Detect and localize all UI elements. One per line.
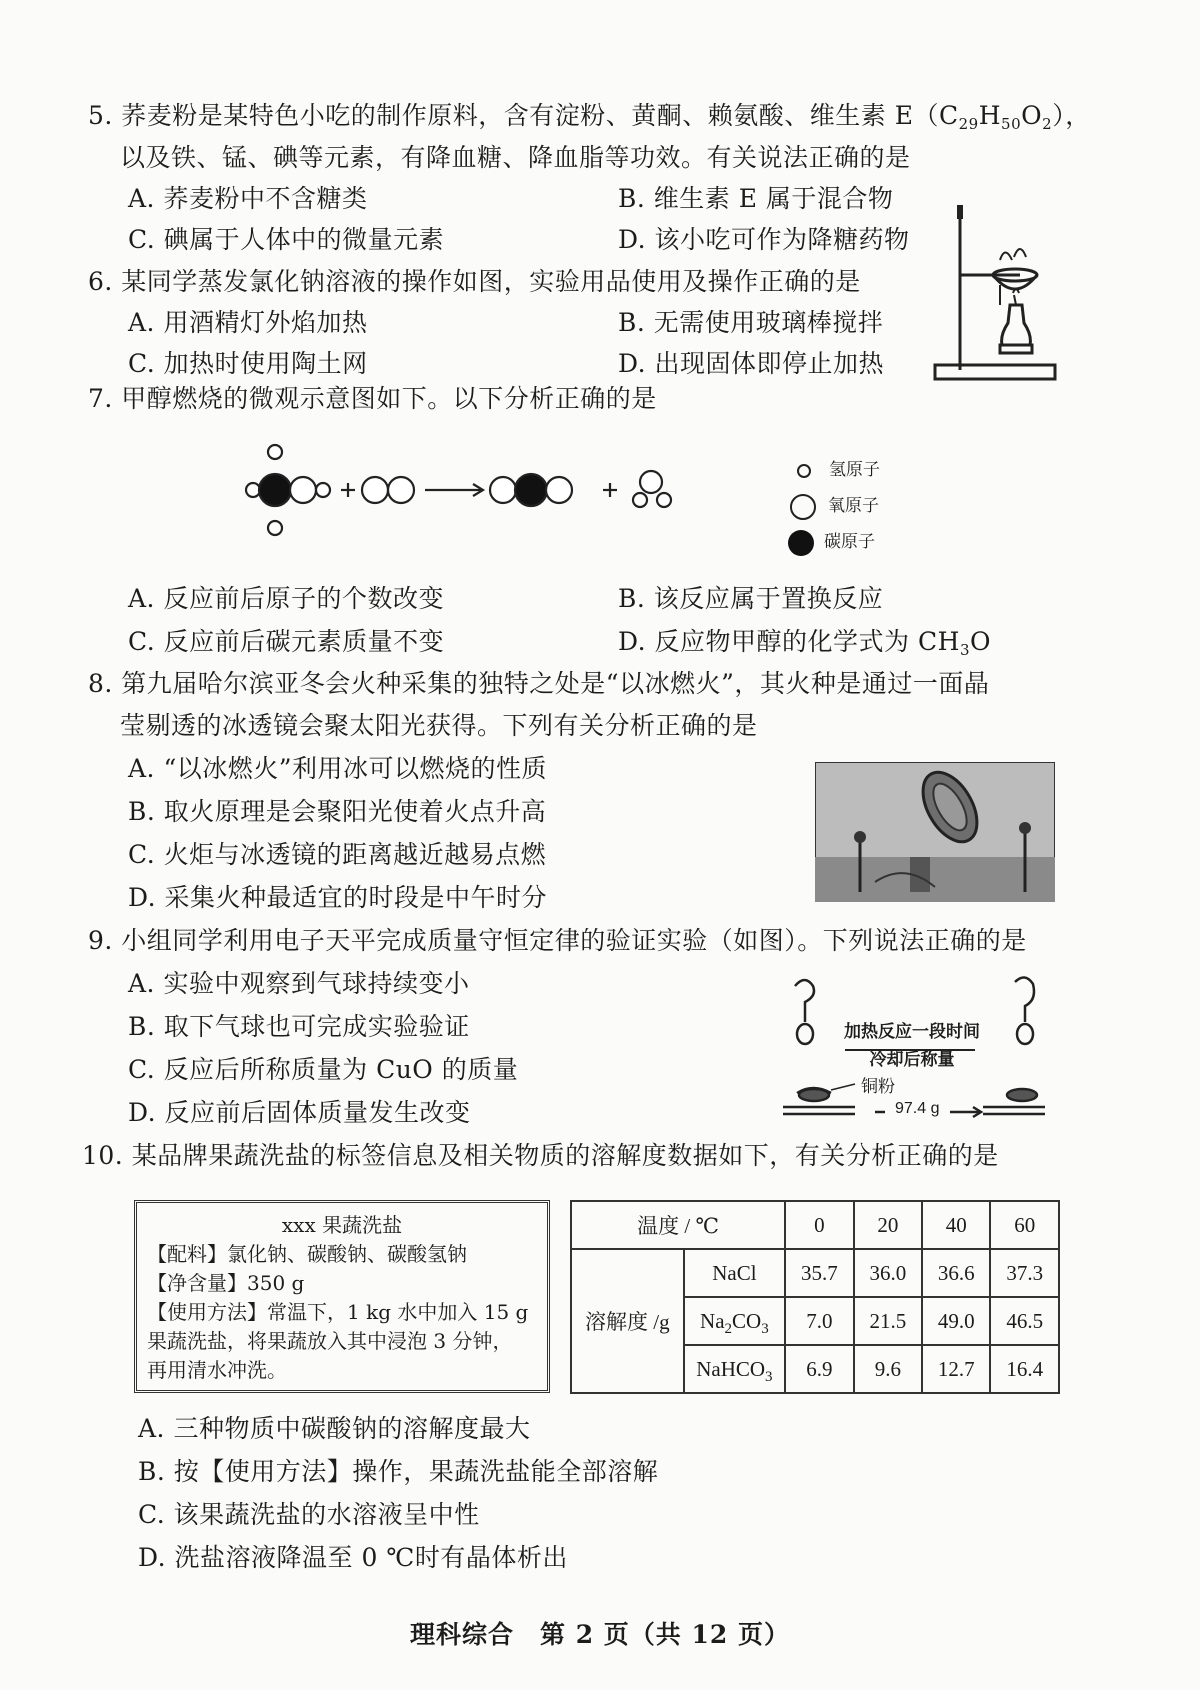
- table-substance-na2co3: [684, 1297, 786, 1345]
- carbon-atom-icon: [259, 474, 291, 506]
- solubility-table: [570, 1200, 1060, 1394]
- hydrogen-atom-icon: [797, 464, 811, 478]
- table-cell: 36.6: [922, 1249, 990, 1297]
- table-cell: 21.5: [854, 1297, 922, 1345]
- legend-carbon-label: 碳原子: [824, 532, 875, 552]
- q7-option-d-text: D. 反应物甲醇的化学式为 CH: [618, 627, 960, 656]
- q5-formula-o: O: [1021, 101, 1043, 130]
- table-substance-nahco3: [684, 1345, 786, 1393]
- q5-formula-end: ），: [1052, 101, 1091, 130]
- table-substance-nacl: NaCl: [684, 1249, 786, 1297]
- table-cell: 12.7: [922, 1345, 990, 1393]
- copper-powder-label: 铜粉: [861, 1077, 895, 1097]
- q5-stem-line1: [88, 100, 1091, 132]
- balance-experiment-figure: [775, 972, 1050, 1127]
- evaporation-apparatus-figure: [930, 205, 1060, 385]
- q5-formula-sub: 50: [1001, 115, 1022, 133]
- q9-option-c[interactable]: C. 反应后所称质量为 CuO 的质量: [128, 1055, 519, 1084]
- page-footer: 理科综合 第 2 页（共 12 页）: [409, 1620, 790, 1649]
- table-cell: 7.0: [785, 1297, 853, 1345]
- q7-option-c[interactable]: C. 反应前后碳元素质量不变: [128, 627, 445, 656]
- q7-option-d-sub: 3: [959, 641, 970, 659]
- table-temp-cell: 40: [922, 1201, 990, 1249]
- product-label-usage-1: 【使用方法】常温下，1 kg 水中加入 15 g: [147, 1300, 529, 1324]
- q6-option-d[interactable]: D. 出现固体即停止加热: [618, 349, 885, 378]
- table-cell: 49.0: [922, 1297, 990, 1345]
- q10-option-a[interactable]: A. 三种物质中碳酸钠的溶解度最大: [138, 1414, 531, 1443]
- carbon-atom-icon: [788, 530, 814, 556]
- q8-option-c[interactable]: C. 火炬与冰透镜的距离越近越易点燃: [128, 840, 547, 869]
- carbon-atom-icon: [515, 474, 547, 506]
- q7-option-d-end: O: [969, 627, 991, 656]
- hydrogen-atom-icon: [316, 483, 330, 497]
- atom-legend: [790, 452, 950, 560]
- q5-formula-sub: 29: [958, 115, 979, 133]
- q8-option-a[interactable]: A. “以冰燃火”利用冰可以燃烧的性质: [128, 754, 548, 783]
- hydrogen-atom-icon: [657, 493, 671, 507]
- q6-stem: 6. 某同学蒸发氯化钠溶液的操作如图，实验用品使用及操作正确的是: [88, 267, 861, 296]
- q7-option-a[interactable]: A. 反应前后原子的个数改变: [128, 584, 444, 613]
- q8-option-b[interactable]: B. 取火原理是会聚阳光使着火点升高: [128, 797, 547, 826]
- balance-mass-reading: 97.4 g: [895, 1100, 940, 1117]
- oxygen-atom-icon: [790, 494, 816, 520]
- q5-option-a[interactable]: A. 荞麦粉中不含糖类: [128, 184, 368, 213]
- q9-stem: 9. 小组同学利用电子天平完成质量守恒定律的验证实验（如图）。下列说法正确的是: [88, 926, 1027, 955]
- oxygen-atom-icon: [490, 477, 516, 503]
- oxygen-atom-icon: [362, 477, 388, 503]
- oxygen-atom-icon: [290, 477, 316, 503]
- oxygen-atom-icon: [546, 477, 572, 503]
- hydrogen-atom-icon: [268, 445, 282, 459]
- ice-lens-photo: [815, 762, 1055, 902]
- oxygen-atom-icon: [640, 471, 662, 493]
- legend-carbon: [790, 524, 950, 560]
- balance-caption-heat: 加热反应一段时间: [844, 1022, 980, 1042]
- table-header-temperature: 温度 / ℃: [571, 1201, 785, 1249]
- formula-part: CO: [732, 1308, 762, 1333]
- q7-option-b[interactable]: B. 该反应属于置换反应: [618, 584, 884, 613]
- table-temp-cell: 60: [990, 1201, 1059, 1249]
- legend-oxygen: [790, 488, 950, 524]
- q5-option-b[interactable]: B. 维生素 E 属于混合物: [618, 184, 894, 213]
- legend-hydrogen: [790, 452, 950, 488]
- table-cell: 36.0: [854, 1249, 922, 1297]
- q8-option-d[interactable]: D. 采集火种最适宜的时段是中午时分: [128, 883, 548, 912]
- hydrogen-atom-icon: [268, 521, 282, 535]
- product-label-title: xxx 果蔬洗盐: [281, 1213, 403, 1237]
- q8-stem-line2: 莹剔透的冰透镜会聚太阳光获得。下列有关分析正确的是: [120, 711, 758, 740]
- q10-option-c[interactable]: C. 该果蔬洗盐的水溶液呈中性: [138, 1500, 480, 1529]
- q10-option-d[interactable]: D. 洗盐溶液降温至 0 ℃时有晶体析出: [138, 1543, 568, 1572]
- formula-sub: 2: [724, 1320, 733, 1337]
- balance-caption-cool: 冷却后称量: [869, 1050, 955, 1070]
- formula-sub: 3: [765, 1368, 773, 1385]
- q7-option-d[interactable]: [618, 626, 991, 658]
- q9-option-b[interactable]: B. 取下气球也可完成实验验证: [128, 1012, 470, 1041]
- product-label-net-content: 【净含量】350 g: [147, 1271, 305, 1295]
- table-cell: 6.9: [785, 1345, 853, 1393]
- q6-option-c[interactable]: C. 加热时使用陶土网: [128, 349, 368, 378]
- table-header-solubility: 溶解度 /g: [571, 1249, 684, 1393]
- q5-formula-sub: 2: [1042, 115, 1053, 133]
- table-cell: 35.7: [785, 1249, 853, 1297]
- q5-stem-line2: 以及铁、锰、碘等元素，有降血糖、降血脂等功效。有关说法正确的是: [120, 143, 911, 172]
- table-cell: 37.3: [990, 1249, 1059, 1297]
- hydrogen-atom-icon: [246, 483, 260, 497]
- oxygen-atom-icon: [388, 477, 414, 503]
- hydrogen-atom-icon: [633, 493, 647, 507]
- table-cell: 46.5: [990, 1297, 1059, 1345]
- legend-hydrogen-label: 氢原子: [829, 460, 880, 480]
- q6-option-b[interactable]: B. 无需使用玻璃棒搅拌: [618, 308, 884, 337]
- q5-option-d[interactable]: D. 该小吃可作为降糖药物: [618, 225, 910, 254]
- table-cell: 16.4: [990, 1345, 1059, 1393]
- q9-option-d[interactable]: D. 反应前后固体质量发生改变: [128, 1098, 471, 1127]
- q10-option-b[interactable]: B. 按【使用方法】操作，果蔬洗盐能全部溶解: [138, 1457, 659, 1486]
- q5-formula-h: H: [978, 101, 1002, 130]
- q7-stem: 7. 甲醇燃烧的微观示意图如下。以下分析正确的是: [88, 384, 657, 413]
- formula-part: Na: [700, 1308, 725, 1333]
- q8-stem-line1: 8. 第九届哈尔滨亚冬会火种采集的独特之处是“以冰燃火”，其火种是通过一面晶: [88, 669, 990, 698]
- q5-option-c[interactable]: C. 碘属于人体中的微量元素: [128, 225, 445, 254]
- product-label-usage-3: 再用清水冲洗。: [147, 1358, 287, 1382]
- product-label-usage-2: 果蔬洗盐，将果蔬放入其中浸泡 3 分钟，: [147, 1329, 513, 1353]
- table-temp-cell: 20: [854, 1201, 922, 1249]
- legend-oxygen-label: 氧原子: [828, 496, 879, 516]
- q9-option-a[interactable]: A. 实验中观察到气球持续变小: [128, 969, 470, 998]
- q10-stem: 10. 某品牌果蔬洗盐的标签信息及相关物质的溶解度数据如下，有关分析正确的是: [82, 1141, 999, 1170]
- product-label-box: [134, 1200, 550, 1393]
- formula-sub: 3: [761, 1320, 769, 1337]
- product-label-ingredients: 【配料】氯化钠、碳酸钠、碳酸氢钠: [147, 1242, 467, 1266]
- table-temp-cell: 0: [785, 1201, 853, 1249]
- q6-option-a[interactable]: A. 用酒精灯外焰加热: [128, 308, 368, 337]
- balance-figure-caption: [837, 1018, 987, 1074]
- formula-part: NaHCO: [696, 1356, 766, 1381]
- q5-stem-text: 5. 荞麦粉是某特色小吃的制作原料，含有淀粉、黄酮、赖氨酸、维生素 E（C: [88, 101, 959, 130]
- methanol-combustion-diagram: [245, 440, 765, 540]
- table-cell: 9.6: [854, 1345, 922, 1393]
